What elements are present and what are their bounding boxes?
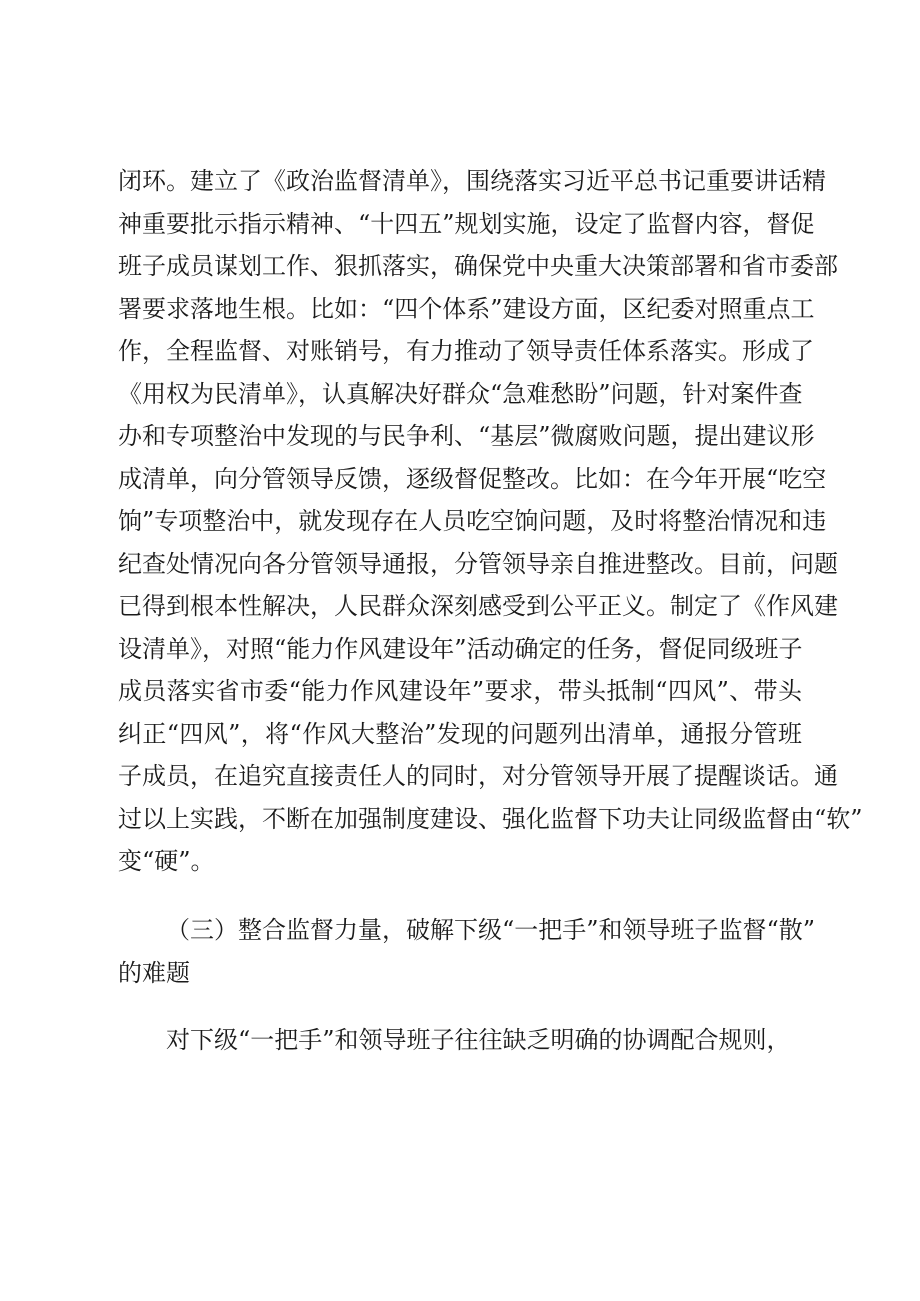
text-line: 《用权为民清单》，认真解决好群众“急难愁盼”问题，针对案件查 [118,380,803,408]
text-line: 对下级“一把手”和领导班子往往缺乏明确的协调配合规则， [166,1026,791,1054]
heading-line: （三）整合监督力量，破解下级“一把手”和领导班子监督“散” [166,916,816,944]
text-line: 设清单》，对照“能力作风建设年”活动确定的任务，督促同级班子 [118,635,803,663]
text-line: 作，全程监督、对账销号，有力推动了领导责任体系落实。形成了 [118,337,814,365]
text-line: 过以上实践，不断在加强制度建设、强化监督下功夫让同级监督由“软” [118,805,863,833]
text-line: 班子成员谋划工作、狠抓落实，确保党中央重大决策部署和省市委部 [118,252,838,280]
text-line: 署要求落地生根。比如：“四个体系”建设方面，区纪委对照重点工 [118,295,815,323]
text-line: 饷”专项整治中，就发现存在人员吃空饷问题，及时将整治情况和违 [118,507,827,535]
text-line: 已得到根本性解决，人民群众深刻感受到公平正义。制定了《作风建 [118,592,838,620]
text-line: 变“硬”。 [118,847,215,875]
heading-line: 的难题 [118,959,190,987]
text-line: 成员落实省市委“能力作风建设年”要求，带头抵制“四风”、带头 [118,677,802,705]
text-line: 成清单，向分管领导反馈，逐级督促整改。比如：在今年开展“吃空 [118,465,827,493]
text-line: 办和专项整治中发现的与民争利、“基层”微腐败问题，提出建议形 [118,422,815,450]
text-line: 闭环。建立了《政治监督清单》，围绕落实习近平总书记重要讲话精 [118,167,826,195]
text-line: 纠正“四风”，将“作风大整治”发现的问题列出清单，通报分管班 [118,720,802,748]
text-line: 子成员，在追究直接责任人的同时，对分管领导开展了提醒谈话。通 [118,762,838,790]
text-line: 纪查处情况向各分管领导通报，分管领导亲自推进整改。目前，问题 [118,550,838,578]
text-line: 神重要批示指示精神、“十四五”规划实施，设定了监督内容，督促 [118,210,815,238]
